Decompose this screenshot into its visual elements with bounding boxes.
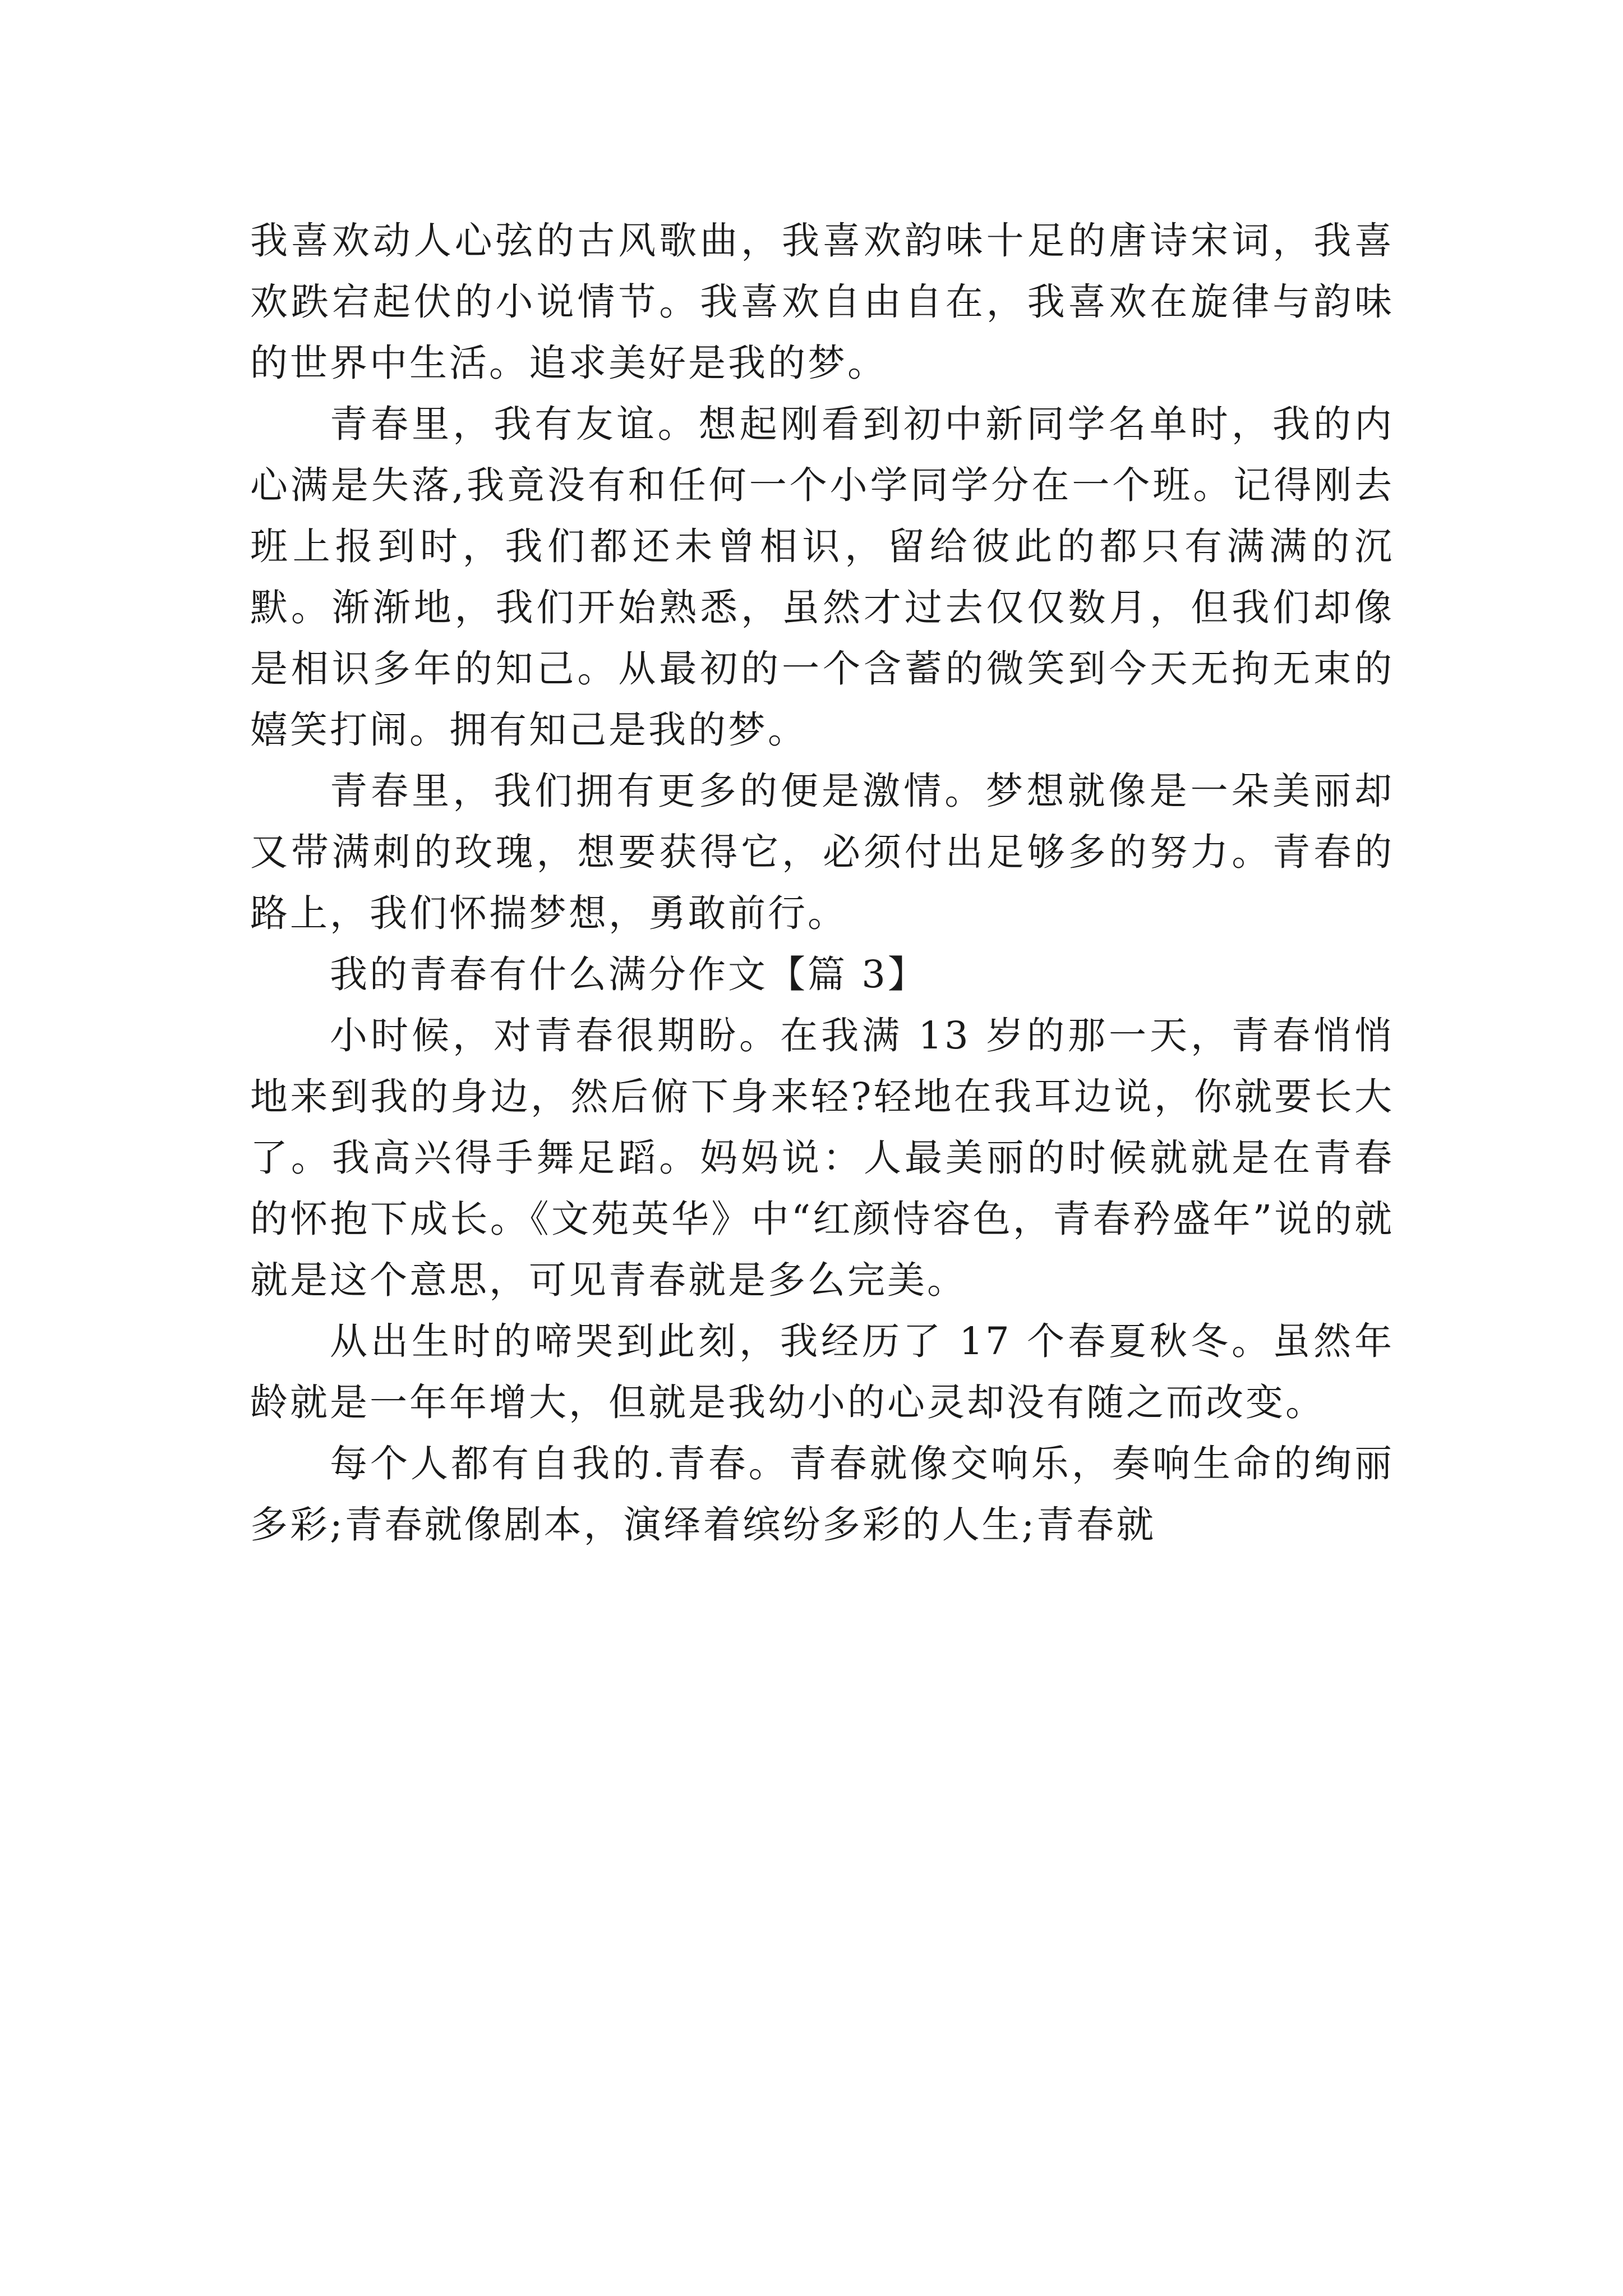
section-heading: 我的青春有什么满分作文【篇 3】 xyxy=(330,953,928,996)
paragraph: 从出生时的啼哭到此刻，我经历了 17 个春夏秋冬。虽然年龄就是一年年增大，但就是我幼小的心灵却没有随之而改变。 xyxy=(250,1319,1394,1424)
paragraph: 我喜欢动人心弦的古风歌曲，我喜欢韵味十足的唐诗宋词，我喜欢跌宕起伏的小说情节。我喜欢自由自在，我喜欢在旋律与韵味的世界中生活。追求美好是我的梦。 xyxy=(250,219,1394,385)
paragraph: 每个人都有自我的.青春。青春就像交响乐，奏响生命的绚丽多彩;青春就像剧本，演绎着缤纷多彩的人生;青春就 xyxy=(250,1442,1394,1547)
paragraph: 青春里，我有友谊。想起刚看到初中新同学名单时，我的内心满是失落,我竟没有和任何一个小学同学分在一个班。记得刚去班上报到时，我们都还未曾相识，留给彼此的都只有满满的沉默。渐渐地，我们开始熟悉，虽然才过去仅仅数月，但我们却像是相识多年的知己。从最初的一个含蓄的微笑到今天无拘无束的嬉笑打闹。拥有知己是我的梦。 xyxy=(250,402,1394,752)
paragraph: 小时候，对青春很期盼。在我满 13 岁的那一天，青春悄悄地来到我的身边，然后俯下身来轻?轻地在我耳边说，你就要长大了。我高兴得手舞足蹈。妈妈说：人最美丽的时候就就是在青春的怀抱下成长。《文苑英华》中“红颜恃容色，青春矜盛年”说的就就是这个意思，可见青春就是多么完美。 xyxy=(250,1014,1394,1302)
paragraph: 青春里，我们拥有更多的便是激情。梦想就像是一朵美丽却又带满刺的玫瑰，想要获得它，必须付出足够多的努力。青春的路上，我们怀揣梦想，勇敢前行。 xyxy=(250,769,1394,935)
document-body xyxy=(250,210,1394,1556)
